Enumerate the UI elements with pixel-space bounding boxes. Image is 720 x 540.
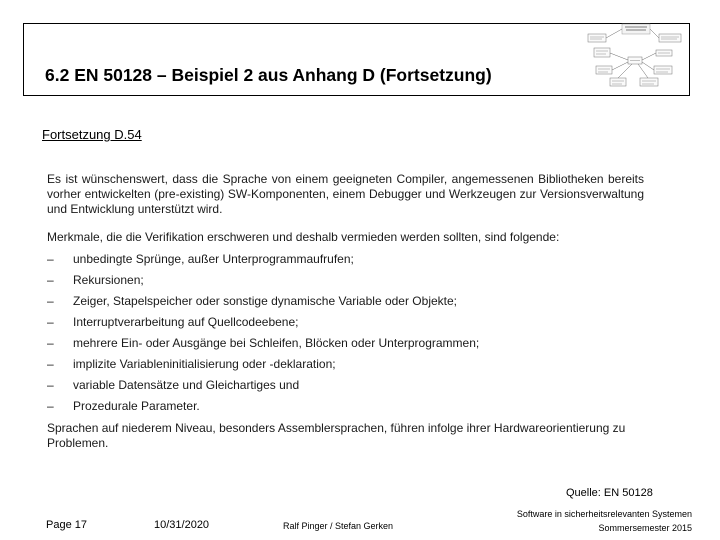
list-item-text: Prozedurale Parameter.	[73, 399, 200, 413]
feature-list	[47, 252, 644, 420]
list-item-text: variable Datensätze und Gleichartiges und	[73, 378, 300, 392]
paragraph-features: Merkmale, die die Verifikation erschweren und deshalb vermieden werden sollten, sind folgende:	[47, 230, 560, 244]
list-item	[47, 252, 644, 273]
list-item	[47, 399, 644, 420]
slide-title: 6.2 EN 50128 – Beispiel 2 aus Anhang D (Fortsetzung)	[45, 65, 492, 85]
list-item-text: unbedingte Sprünge, außer Unterprogrammaufrufen;	[73, 252, 354, 266]
footer-date: 10/31/2020	[154, 519, 210, 531]
paragraph-intro: Es ist wünschenswert, dass die Sprache von einem geeigneten Compiler, angemessenen Bibliotheken bereits vorher entwickelten (pre-existing) SW-Komponenten, einem Debugger und Werkzeugen zur Versionsverwaltung und Entwicklung unterstützt wird.	[47, 172, 644, 216]
list-marker: –	[47, 252, 54, 266]
list-marker: –	[47, 294, 54, 308]
diagram-box-right-low	[654, 66, 672, 74]
diagram-connectors	[606, 29, 659, 78]
diagram-box-right-bottom	[640, 78, 658, 86]
list-item	[47, 294, 644, 315]
list-item-text: Rekursionen;	[73, 273, 144, 287]
list-item	[47, 357, 644, 378]
diagram-box-right-top	[659, 34, 681, 42]
diagram-box-center	[628, 57, 642, 64]
list-marker: –	[47, 378, 54, 392]
diagram-box-left-top	[588, 34, 606, 42]
diagram-header	[622, 24, 650, 34]
diagram-box-right-mid	[656, 50, 672, 56]
footer-authors: Ralf Pinger / Stefan Gerken	[283, 521, 394, 531]
list-item-text: Interruptverarbeitung auf Quellcodeebene;	[73, 315, 299, 329]
list-marker: –	[47, 273, 54, 287]
footer-course-title: Software in sicherheitsrelevanten Systemen	[516, 509, 692, 519]
list-item	[47, 315, 644, 336]
footer-course	[517, 507, 692, 535]
list-item-text: mehrere Ein- oder Ausgänge bei Schleifen, Blöcken oder Unterprogrammen;	[73, 336, 480, 350]
list-item-text: implizite Variableninitialisierung oder -deklaration;	[73, 357, 336, 371]
list-marker: –	[47, 357, 54, 371]
list-item-text: Zeiger, Stapelspeicher oder sonstige dynamische Variable oder Objekte;	[73, 294, 457, 308]
footer-semester: Sommersemester 2015	[598, 523, 692, 533]
subheading: Fortsetzung D.54	[42, 127, 142, 142]
list-marker: –	[47, 399, 54, 413]
source-note: Quelle: EN 50128	[566, 487, 653, 499]
list-marker: –	[47, 315, 54, 329]
list-item	[47, 273, 644, 294]
process-diagram-thumbnail	[584, 22, 688, 92]
diagram-box-left-bottom	[610, 78, 626, 86]
footer-page-number: Page 17	[46, 519, 87, 531]
paragraph-assembler: Sprachen auf niederem Niveau, besonders Assemblersprachen, führen infolge ihrer Hardwareorientierung zu Problemen.	[47, 421, 626, 450]
list-item	[47, 336, 644, 357]
diagram-box-left-mid	[594, 48, 610, 57]
diagram-box-left-low	[596, 66, 612, 74]
list-marker: –	[47, 336, 54, 350]
list-item	[47, 378, 644, 399]
